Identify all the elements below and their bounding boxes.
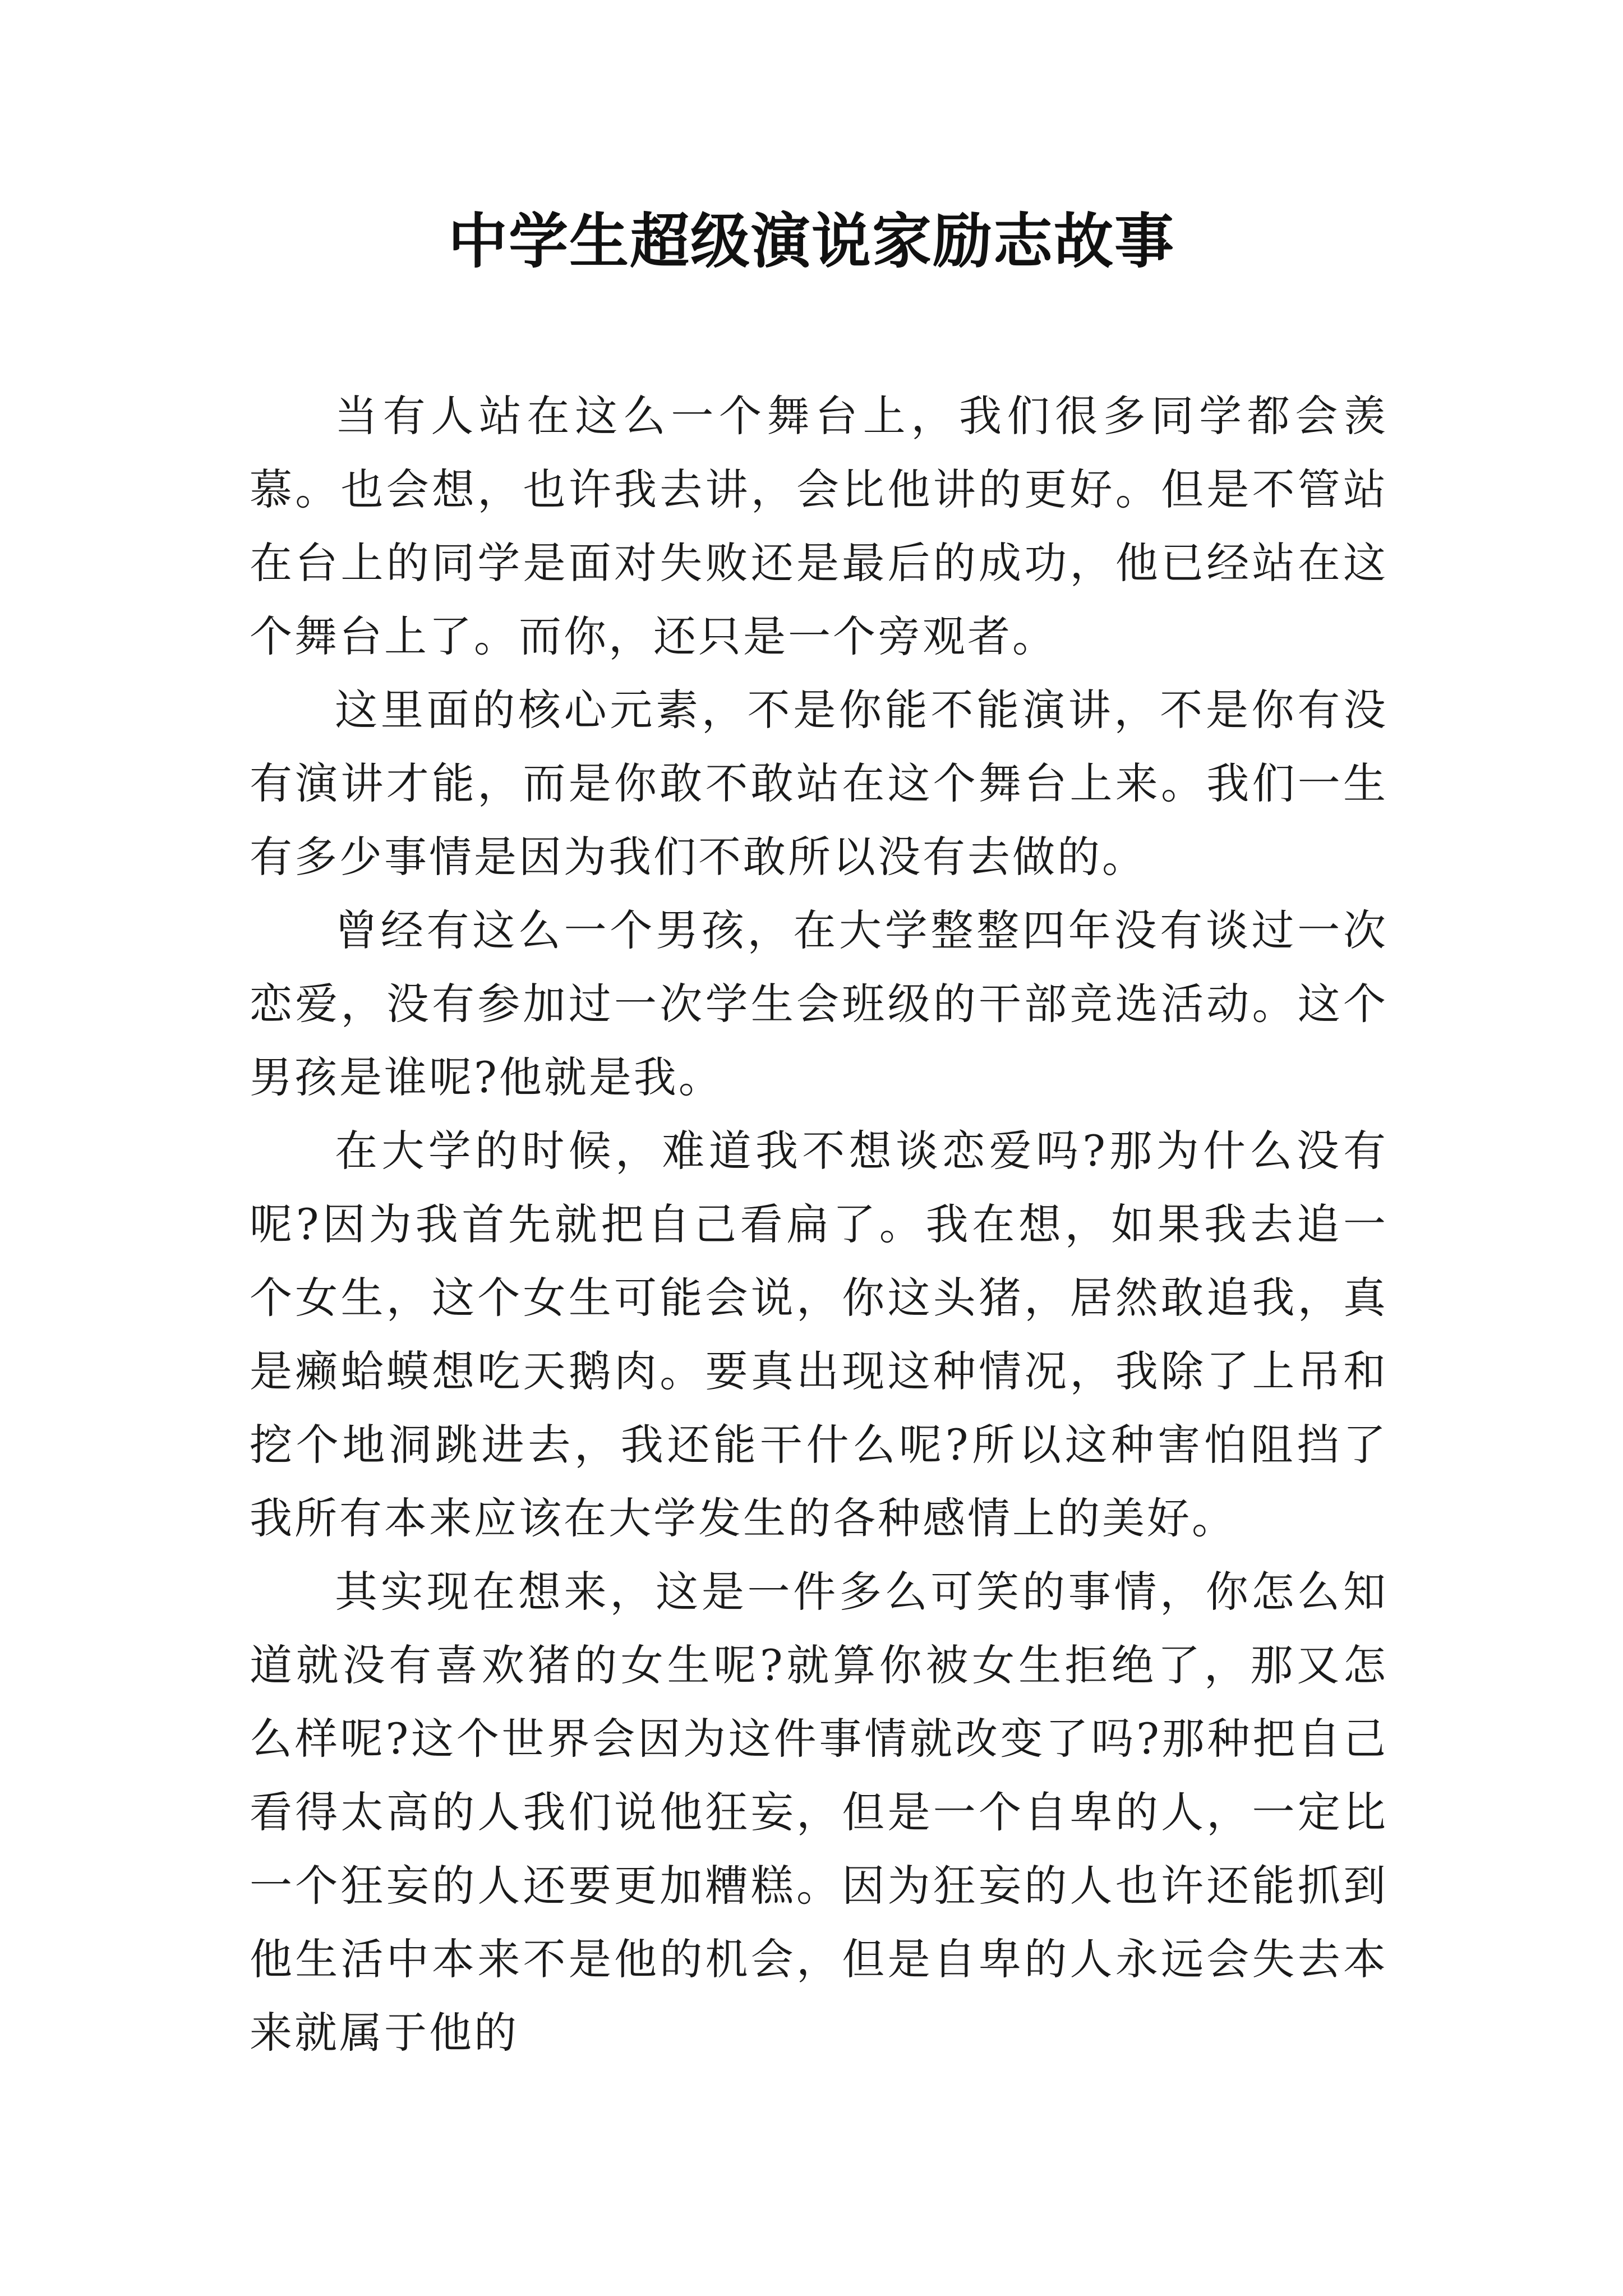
paragraph: 这里面的核心元素，不是你能不能演讲，不是你有没有演讲才能，而是你敢不敢站在这个舞台上来。我们一生有多少事情是因为我们不敢所以没有去做的。 — [250, 685, 1388, 882]
paragraph: 当有人站在这么一个舞台上，我们很多同学都会羡慕。也会想，也许我去讲，会比他讲的更好。但是不管站在台上的同学是面对失败还是最后的成功，他已经站在这个舞台上了。而你，还只是一个旁观者。 — [250, 391, 1388, 661]
document-title: 中学生超级演说家励志故事 — [448, 206, 1175, 276]
paragraph: 曾经有这么一个男孩，在大学整整四年没有谈过一次恋爱，没有参加过一次学生会班级的干部竞选活动。这个男孩是谁呢?他就是我。 — [250, 905, 1388, 1102]
paragraph: 其实现在想来，这是一件多么可笑的事情，你怎么知道就没有喜欢猪的女生呢?就算你被女生拒绝了，那又怎么样呢?这个世界会因为这件事情就改变了吗?那种把自己看得太高的人我们说他狂妄，但是一个自卑的人，一定比一个狂妄的人还要更加糟糕。因为狂妄的人也许还能抓到他生活中本来不是他的机会，但是自卑的人永远会失去本来就属于他的 — [250, 1567, 1388, 2058]
document-body — [250, 379, 1388, 2069]
paragraph: 在大学的时候，难道我不想谈恋爱吗?那为什么没有呢?因为我首先就把自己看扁了。我在想，如果我去追一个女生，这个女生可能会说，你这头猪，居然敢追我，真是癞蛤蟆想吃天鹅肉。要真出现这种情况，我除了上吊和挖个地洞跳进去，我还能干什么呢?所以这种害怕阻挡了我所有本来应该在大学发生的各种感情上的美好。 — [250, 1126, 1388, 1543]
